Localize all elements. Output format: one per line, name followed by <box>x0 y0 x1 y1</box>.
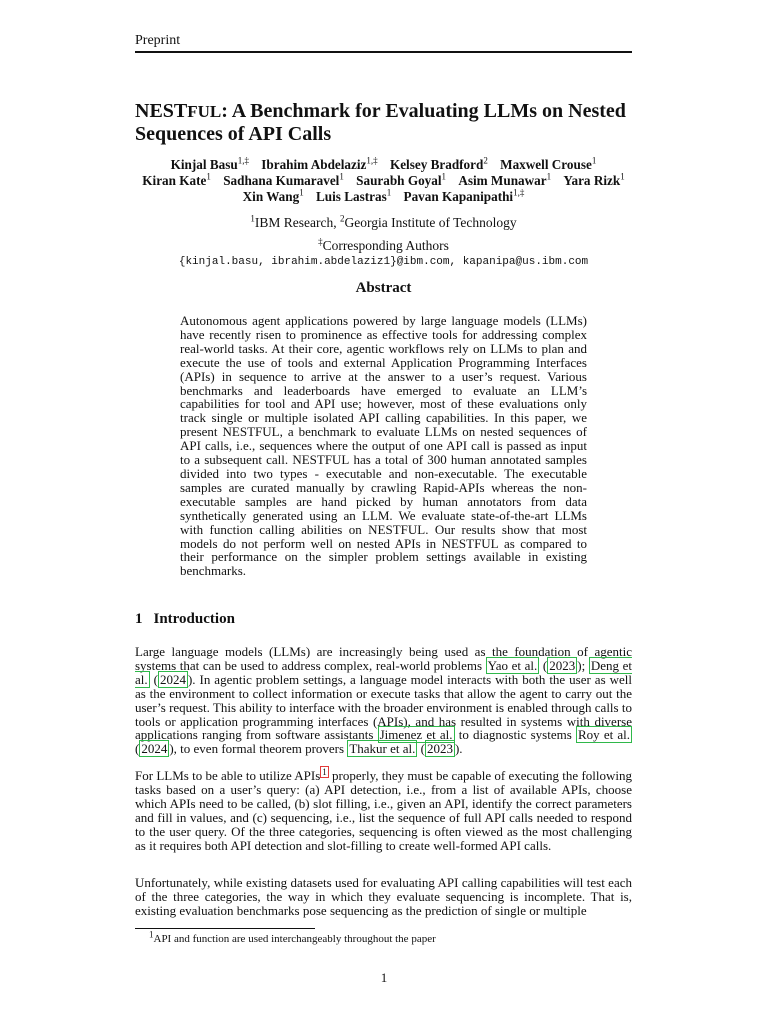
header-rule <box>135 51 632 53</box>
corresponding-authors-note: ‡Corresponding Authors <box>318 236 449 253</box>
section-heading <box>135 611 235 628</box>
author: Maxwell Crouse$^1$ <box>500 155 597 172</box>
running-header: Preprint <box>135 33 181 48</box>
intro-paragraph-1: Large language models (LLMs) are increasingly being used as the foundation of agentic systems that can be used to address complex, real-world problems Yao et al. ( 2023 ); Deng et al. ( 2024 ). In agentic problem settings, a language model interacts with both the user as well as the environment to collect information or execute tasks that allow the agent to carry out the user’s request. This ability to interface with the broader environment is enabled through calls to tools or application programming interfaces (APIs), and has resulted in systems with diverse applications ranging from software assistants Jimenez et al. to diagnostic systems Roy et al. ( 2024 ), to even formal theorem provers Thakur et al. ( 2023 ). <box>135 644 632 757</box>
abstract-text: Autonomous agent applications powered by large language models (LLMs) have recently risen to prominence as effective tools for addressing complex real-world tasks. At their core, agentic workflows rely on LLMs to plan and execute the use of tools and external Application Programming Interfaces (APIs) in sequence to arrive at the answer to a user’s request. Various benchmarks and leaderboards have emerged to evaluate an LLM’s capabilities for tool and API use; however, most of these evaluations only track single or multiple isolated API calling capabilities. In this paper, we present NESTFUL, a benchmark to evaluate LLMs on nested sequences of API calls, i.e., sequences where the output of one API call is passed as input to a subsequent call. NESTFUL has a total of 300 human annotated samples divided into two types - executable and non-executable. The executable samples are curated manually by crawling Rapid-APIs whereas the non-executable samples are hand picked by human annotators from data synthetically generated using an LLM. We evaluate state-of-the-art LLMs with function calling abilities on NESTFUL. Our results show that most models do not perform well on nested APIs in NESTFUL as compared to their performance on the simpler problem settings available in existing benchmarks. <box>180 313 587 579</box>
intro-paragraph-2: For LLMs to be able to utilize APIs $^1$ properly, they must be capable of executing the following tasks based on a user’s query: (a) API detection, i.e., from a list of available APIs, choose which APIs need to be called, (b) slot filling, i.e., given an API, identify the correct parameters and fill in values, and (c) sequencing, i.e., list the sequence of full API calls needed to respond to the user query. Of the three categories, sequencing is often viewed as the most challenging as it requires both API detection and slot-filling to create well-formed API calls. <box>135 766 632 853</box>
author-line-2 <box>135 173 632 189</box>
paper-title <box>135 100 635 145</box>
citation-link[interactable]: 2023 <box>549 657 576 673</box>
author-line-1 <box>135 157 632 173</box>
author: Ibrahim Abdelaziz$^{1,\ddagger}$ <box>261 155 378 172</box>
author: Yara Rizk$^1$ <box>563 171 625 188</box>
author-emails: {kinjal.basu, ibrahim.abdelaziz1}@ibm.com, kapanipa@us.ibm.com <box>178 256 589 268</box>
author: Asim Munawar$^1$ <box>458 171 552 188</box>
footnote: $^1$API and function are used interchangeably throughout the paper <box>149 929 436 945</box>
author-list <box>135 157 632 205</box>
author: Kinjal Basu$^{1,\ddagger}$ <box>170 155 249 172</box>
author: Pavan Kapanipathi$^{1,\ddagger}$ <box>403 187 525 204</box>
author: Xin Wang$^1$ <box>242 187 304 204</box>
author-line-3 <box>135 189 632 205</box>
citation-link[interactable]: Deng et al. <box>135 657 632 687</box>
citation-link[interactable]: Roy et al. <box>577 727 631 743</box>
affiliations: $^1$IBM Research, $^2$Georgia Institute of Technology <box>250 213 517 230</box>
section-number: 1 <box>135 611 143 627</box>
citation-link[interactable]: Thakur et al. <box>349 741 416 757</box>
title-name-main: NEST <box>135 100 188 122</box>
benchmark-name: NESTFUL <box>292 452 350 468</box>
citation-link[interactable]: Jimenez et al. <box>379 727 453 743</box>
benchmark-name: NESTFUL <box>222 424 280 440</box>
author: Kelsey Bradford$^2$ <box>389 155 488 172</box>
intro-paragraph-3: Unfortunately, while existing datasets used for evaluating API calling capabilities will test each of the three categories, the way in which they evaluate sequencing is incomplete. That is, existing evaluation benchmarks pose sequencing as the prediction of single or multiple <box>135 875 632 918</box>
author: Saurabh Goyal$^1$ <box>356 171 447 188</box>
title-rest: : A Benchmark for Evaluating LLMs on Nested Sequences of API Calls <box>135 100 626 145</box>
title-name-tail: FUL <box>187 102 222 121</box>
author: Luis Lastras$^1$ <box>316 187 392 204</box>
author: Sadhana Kumaravel$^1$ <box>223 171 344 188</box>
page-number: 1 <box>380 970 388 985</box>
benchmark-name: NESTFUL <box>368 521 426 537</box>
citation-link[interactable]: 2024 <box>159 671 186 687</box>
citation-link[interactable]: 2023 <box>426 741 453 757</box>
footnote-link[interactable]: 1 <box>322 766 327 777</box>
abstract-heading: Abstract <box>355 280 412 296</box>
author: Kiran Kate$^1$ <box>142 171 211 188</box>
benchmark-name: NESTFUL <box>441 535 499 551</box>
footnote-rule <box>135 928 315 929</box>
citation-link[interactable]: Yao et al. <box>487 657 538 673</box>
section-title: Introduction <box>153 611 235 627</box>
citation-link[interactable]: 2024 <box>141 741 168 757</box>
